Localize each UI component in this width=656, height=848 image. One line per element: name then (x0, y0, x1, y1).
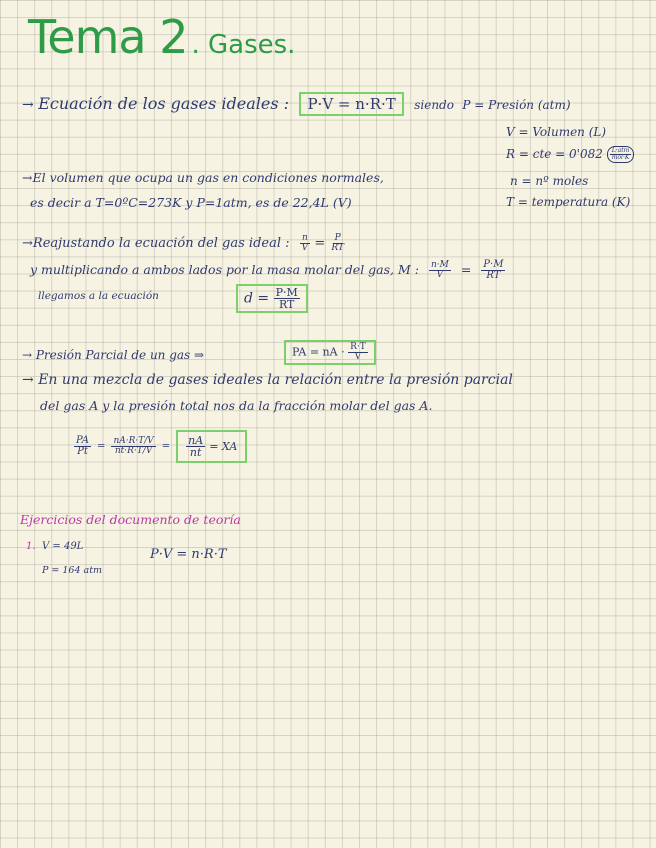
mixture-text-2: del gas A y la presión total nos da la fracción molar del gas A. (40, 398, 433, 413)
p-over-rt (329, 234, 346, 253)
ideal-formula: P·V = n·R·T (307, 95, 396, 113)
eq-n: n (302, 233, 308, 243)
partial-fraction (348, 343, 368, 362)
eq-v: V (301, 243, 309, 253)
n-definition: n = nº moles (510, 174, 589, 188)
title-tema: Tema 2 (28, 10, 188, 64)
readjust-line-1 (22, 234, 346, 253)
r-definition-line (506, 146, 634, 163)
equals-sign: = (161, 441, 171, 452)
d-den: RT (278, 298, 295, 311)
mole-fraction-equation (74, 430, 247, 463)
normal-line-1 (22, 170, 384, 185)
n-over-v (300, 234, 311, 253)
pm-den: RT (486, 270, 501, 281)
density-fraction (274, 287, 300, 310)
r-units-den: mol·K (611, 154, 630, 161)
partial-line (22, 348, 204, 362)
title-gases: . Gases. (191, 30, 296, 60)
readjust-text-3: llegamos a la ecuación (38, 290, 159, 302)
arrow-icon: → (22, 170, 33, 185)
f3-den: nt (189, 446, 202, 459)
d-num: P·M (275, 286, 298, 299)
f2-den: nt·R·T/V (114, 446, 153, 456)
partial-formula-box (284, 340, 376, 365)
partial-num: R·T (350, 342, 366, 352)
f1-den: Pt (77, 446, 88, 457)
partial-formula-pre: PA = nA · (292, 345, 345, 359)
m-den: V (436, 270, 444, 280)
r-units-num: L·atm (611, 147, 630, 154)
m-num: n·M (430, 260, 449, 270)
mixture-line-1 (22, 372, 513, 388)
f3-num: nA (188, 434, 204, 447)
pa-over-pt (74, 436, 91, 457)
readjust-text-2: y multiplicando a ambos lados por la masa molar del gas, M : (30, 262, 419, 277)
arrow-icon: → (22, 372, 39, 388)
normal-text-2: es decir a T=0ºC=273K y P=1atm, es de 22,4L (V) (30, 195, 352, 210)
density-formula-box (236, 284, 308, 313)
mixture-text-1: En una mezcla de gases ideales la relación entre la presión parcial (38, 372, 513, 388)
m-equals: = (460, 262, 472, 277)
page-title (28, 10, 295, 64)
partial-den: V (354, 352, 362, 362)
xa-value: = XA (209, 440, 238, 453)
arrow-icon: → (22, 348, 36, 362)
eq-rt: RT (331, 243, 344, 253)
ideal-label: Ecuación de los gases ideales : (38, 94, 290, 113)
nm-over-v (429, 261, 451, 280)
readjust-label: Reajustando la ecuación del gas ideal : (32, 236, 290, 251)
exercise-v: V = 49L (42, 541, 84, 552)
exercise-p: P = 164 atm (42, 565, 103, 576)
nrt-fraction (111, 437, 155, 456)
exercises-heading: Ejercicios del documento de teoría (20, 512, 241, 527)
t-definition: T = temperatura (K) (506, 195, 631, 209)
r-definition: R = cte = 0'082 (506, 147, 603, 161)
f2-num: nA·R·T/V (113, 436, 154, 446)
arrow-icon: → (22, 236, 33, 251)
pm-over-rt (481, 260, 505, 281)
arrow-icon: → (22, 97, 39, 113)
normal-text-1: El volumen que ocupa un gas en condiciones normales, (32, 170, 384, 185)
equals-sign: = (314, 236, 326, 251)
p-definition: P = Presión (atm) (462, 98, 571, 112)
eq-p: P (334, 233, 341, 243)
equals-sign: = (97, 441, 106, 452)
siendo-label: siendo (414, 98, 454, 112)
r-units (607, 146, 635, 163)
exercise-formula: P·V = n·R·T (150, 547, 227, 562)
partial-label: Presión Parcial de un gas ⇒ (35, 348, 205, 362)
pm-num: P·M (483, 259, 504, 270)
density-d: d = (244, 290, 270, 307)
v-definition: V = Volumen (L) (506, 125, 607, 139)
na-over-nt (186, 435, 205, 458)
readjust-line-2 (30, 260, 505, 281)
ideal-formula-box (299, 92, 403, 116)
mole-fraction-box (176, 430, 247, 463)
f1-num: PA (76, 435, 90, 446)
ideal-gas-line (22, 92, 571, 116)
exercise-number: 1. (26, 541, 36, 552)
